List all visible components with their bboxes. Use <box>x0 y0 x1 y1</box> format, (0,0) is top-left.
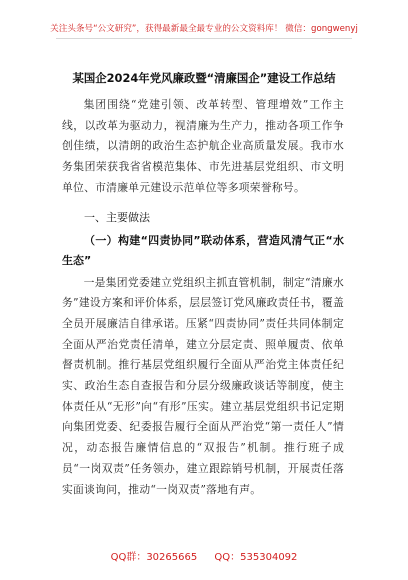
subsection-heading: （一）构建“四责协同”联动体系，营造风清气正“水生态” <box>62 233 344 267</box>
header-banner: 关注头条号“公文研究”，获得最新最全最专业的公文资料库！ 微信：gongwenyj <box>50 24 358 34</box>
footer-qq: QQ：535304092 <box>214 552 298 563</box>
document-title: 某国企2024年党风廉政暨“清廉国企”建设工作总结 <box>72 71 336 85</box>
section-heading: 一、主要做法 <box>84 210 150 224</box>
document-body <box>62 95 344 500</box>
body-paragraph: 一是集团党委建立党组织主抓直管机制，制定“清廉水务”建设方案和评价体系，层层签订党风廉政责任书，覆盖全员开展廉洁自律承诺。压紧“四责协同”责任共同体制定全面从严治党责任清单，建立分层定责、照单履责、依单督责机制。推行基层党组织履行全面从严治党主体责任纪实、政治生态自查报告和分层分级廉政谈话等制度，使主体责任从“无形”向“有形”压实。建立基层党组织书记定期向集团党委、纪委报告履行全面从严治党“第一责任人”情况，动态报告廉情信息的“双报告”机制。推行班子成员“一岗双责”任务领办，建立跟踪销号机制，开展责任落实面谈询问，推动“一岗双责”落地有声。 <box>62 275 344 496</box>
header-divider <box>56 38 352 39</box>
footer-contact <box>0 548 408 563</box>
intro-paragraph: 集团围绕“党建引领、改革转型、管理增效”工作主线，以改革为驱动力，视清廉为生产力，推动各项工作争创佳绩，以清朗的政治生态护航企业高质量发展。我市水务集团荣获我省省模范集体、市先进基层党组织、市文明单位、市清廉单元建设示范单位等多项荣誉称号。 <box>62 98 344 194</box>
footer-qq-group: QQ群：30265665 <box>110 552 198 563</box>
